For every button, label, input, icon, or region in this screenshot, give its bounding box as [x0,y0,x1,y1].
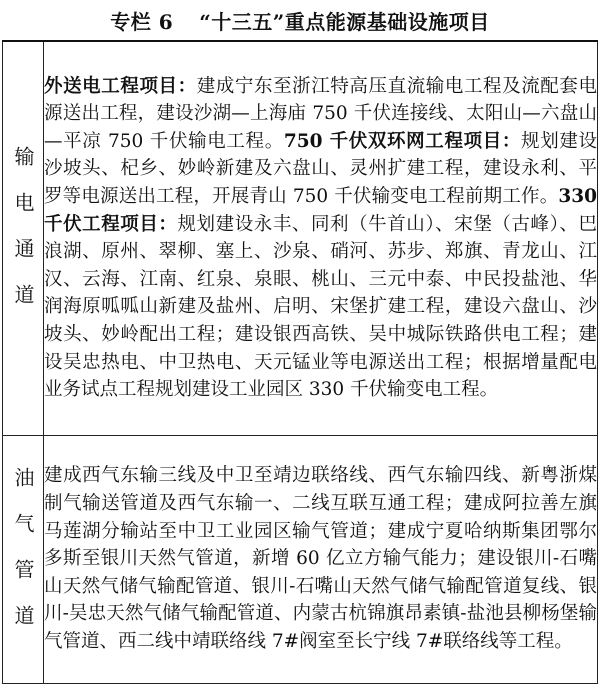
row-heading-cell [3,435,44,683]
row-heading [3,146,43,330]
projects-table [2,40,598,684]
section-text: 规划建设沙坡头、杞乡、妙岭新建及六盘山、灵州扩建工程，建设永利、平罗等电源送出工程，开展青山 750 千伏输变电工程前期工作。 [44,130,597,208]
title-label: 专栏 6 [110,9,174,34]
title-bar [0,0,600,40]
page-title [110,6,489,35]
section-label: 330 千伏工程项目： [44,186,597,235]
row-content [44,435,598,683]
row-content [44,41,598,435]
section-label: 750 千伏双环网工程项目： [283,130,522,152]
section-text: 规划建设永丰、同利（牛首山）、宋堡（古峰）、巴浪湖、原州、翠柳、塞上、沙泉、硝河、苏步、郑旗、青龙山、江汉、云海、江南、红泉、泉眼、桃山、三元中泰、中民投盐池、华润海原呱呱山新建及盐州、启明、宋堡扩建工程，建设六盘山、沙坡头、妙岭配出工程；建设银西高铁、吴中城际铁路供电工程；建设吴忠热电、中卫热电、天元锰业等电源送出工程；根据增量配电业务试点工程规划建设工业园区 330 千伏输变电工程。 [44,213,597,401]
table-row [3,41,598,435]
table-row [3,435,598,683]
row-heading-cell [3,41,44,435]
heading-text: 输电通道 [11,146,35,331]
section-label: 外送电工程项目： [44,75,197,97]
title-text: “十三五”重点能源基础设施项目 [199,9,490,34]
row-heading [3,467,43,651]
section-text: 建成宁东至浙江特高压直流输电工程及流配套电源送出工程，建设沙湖—上海庙 750 千伏连接线、太阳山—六盘山—平凉 750 千伏输电工程。 [44,75,597,152]
section-text: 建成西气东输三线及中卫至靖边联络线、西气东输四线、新粤浙煤制气输送管道及西气东输一、二线互联互通工程；建成阿拉善左旗马莲湖分输站至中卫工业园区输气管道；建成宁夏哈纳斯集团鄂尔多斯至银川天然气管道，新增 60 亿立方输气能力；建设银川-石嘴山天然气储气输配管道、银川-石嘴山天然气储气输配管道复线、银川-吴忠天然气储气输配管道、内蒙古杭锦旗昂素镇-盐池县柳杨堡输气管道、西二线中靖联络线 7#阀室至长宁线 7#联络线等工程。 [44,465,597,652]
heading-text: 油气管道 [11,467,35,651]
